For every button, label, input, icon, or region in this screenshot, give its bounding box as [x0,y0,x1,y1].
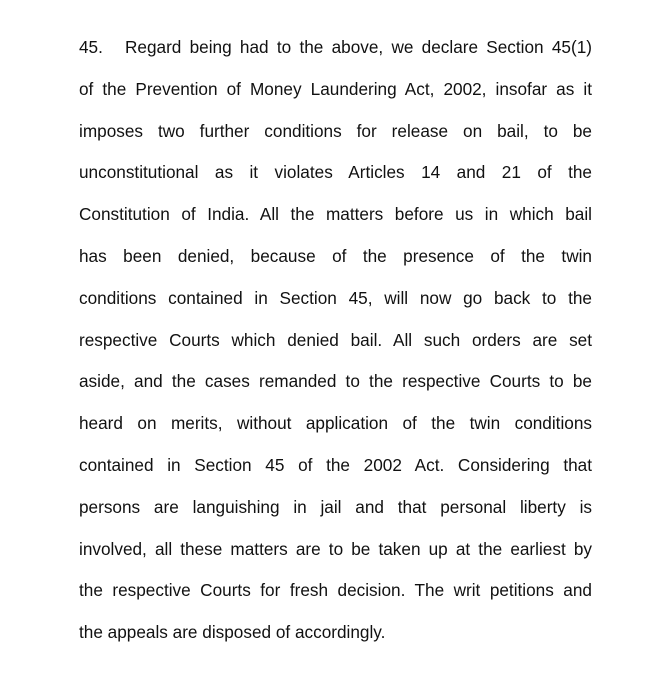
paragraph-line: conditions contained in Section 45, will now go back to the [79,287,592,308]
paragraph-line: Constitution of India. All the matters before us in which bail [79,204,592,225]
paragraph-line: respective Courts which denied bail. All such orders are set [79,329,592,350]
paragraph-number: 45. [79,37,103,57]
paragraph-line: the respective Courts for fresh decision. The writ petitions and [79,580,592,601]
paragraph-line-last: the appeals are disposed of accordingly. [79,622,386,643]
paragraph-line: persons are languishing in jail and that personal liberty is [79,496,592,517]
line-text: Regard being had to the above, we declare Section 45(1) [125,37,592,57]
paragraph-line: of the Prevention of Money Laundering Act, 2002, insofar as it [79,78,592,99]
paragraph-line: unconstitutional as it violates Articles 14 and 21 of the [79,162,592,183]
paragraph-line: heard on merits, without application of the twin conditions [79,413,592,434]
paragraph-line: aside, and the cases remanded to the respective Courts to be [79,371,592,392]
paragraph-line: involved, all these matters are to be taken up at the earliest by [79,538,592,559]
paragraph-line: contained in Section 45 of the 2002 Act. Considering that [79,454,592,475]
judgment-paragraph-45 [79,32,592,659]
paragraph-line: imposes two further conditions for release on bail, to be [79,120,592,141]
paragraph-line: has been denied, because of the presence of the twin [79,245,592,266]
paragraph-line [79,32,592,74]
